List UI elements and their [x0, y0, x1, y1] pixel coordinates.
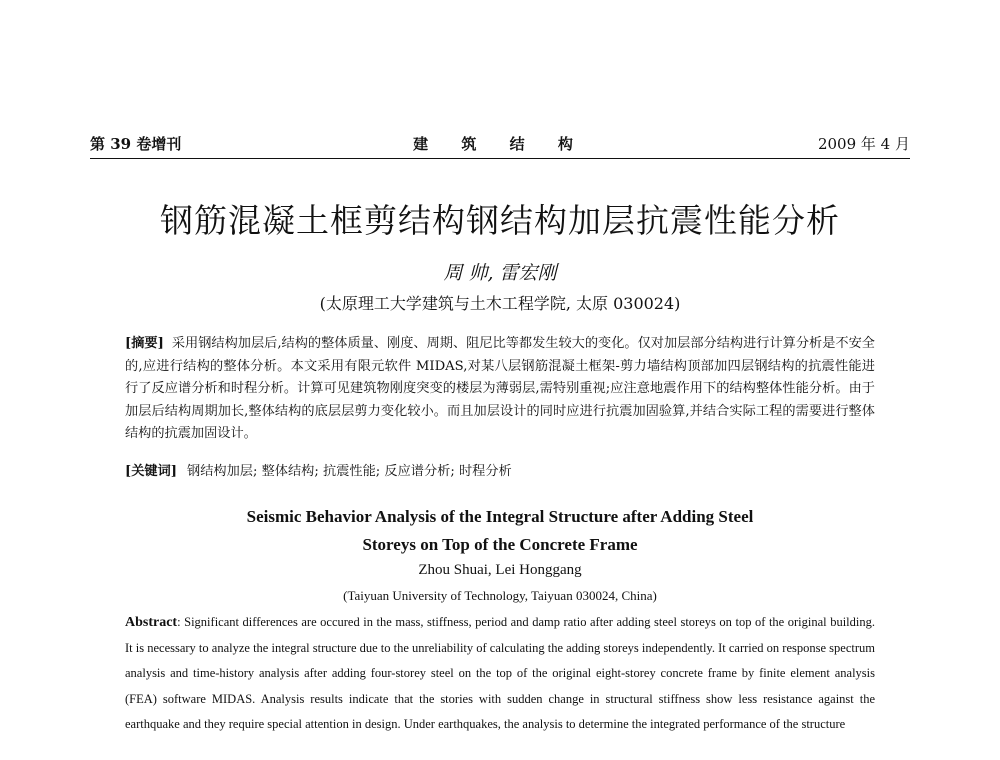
journal-volume: 第 39 卷增刊 — [90, 135, 182, 153]
chinese-abstract-label: [摘要] — [125, 336, 164, 351]
chinese-abstract — [125, 333, 875, 446]
chinese-keywords-label: [关键词] — [125, 464, 178, 479]
header-rule — [90, 158, 910, 159]
english-title — [0, 503, 1000, 559]
english-affiliation: (Taiyuan University of Technology, Taiyuan 030024, China) — [343, 588, 657, 603]
english-authors: Zhou Shuai, Lei Honggang — [418, 562, 582, 578]
chinese-keywords-text: 钢结构加层; 整体结构; 抗震性能; 反应谱分析; 时程分析 — [187, 464, 512, 479]
english-title-line-2: Storeys on Top of the Concrete Frame — [362, 535, 638, 554]
chinese-authors: 周 帅, 雷宏刚 — [443, 262, 557, 284]
running-header — [90, 133, 910, 157]
issue-date: 2009 年 4 月 — [817, 135, 910, 153]
chinese-title: 钢筋混凝土框剪结构钢结构加层抗震性能分析 — [160, 201, 840, 240]
chinese-keywords — [125, 461, 875, 483]
chinese-affiliation: (太原理工大学建筑与土木工程学院, 太原 030024) — [319, 294, 681, 313]
english-abstract-text: : Significant differences are occured in the mass, stiffness, period and damp ratio after adding steel storeys on top of the original building. It is necessary to analyze the integral structure due to the unreliability of calculating the adding storeys independently. It carried on response spectrum analysis and time-history analysis after adding four-storey steel on the top of the original eight-storey concrete frame by finite element analysis (FEA) software MIDAS. Analysis results indicate that the stories with sudden change in structural stiffness show less resistance against the earthquake and they require special attention in design. Under earthquakes, the analysis to determine the integrated performance of the structure — [125, 615, 875, 731]
english-title-line-1: Seismic Behavior Analysis of the Integral Structure after Adding Steel — [246, 507, 754, 526]
english-abstract — [125, 610, 875, 738]
english-abstract-label: Abstract — [125, 615, 178, 630]
journal-name: 建 筑 结 构 — [413, 135, 587, 153]
chinese-abstract-text: 采用钢结构加层后,结构的整体质量、刚度、周期、阻尼比等都发生较大的变化。仅对加层部分结构进行计算分析是不安全的,应进行结构的整体分析。本文采用有限元软件 MIDAS,对某八层钢筋混凝土框架-剪力墙结构顶部加四层钢结构的抗震性能进行了反应谱分析和时程分析。计算可见建筑物刚度突变的楼层为薄弱层,需特别重视;应注意地震作用下的结构整体性能分析。由于加层后结构周期加长,整体结构的底层层剪力变化较小。而且加层设计的同时应进行抗震加固验算,并结合实际工程的需要进行整体结构的抗震加固设计。 — [125, 336, 875, 441]
